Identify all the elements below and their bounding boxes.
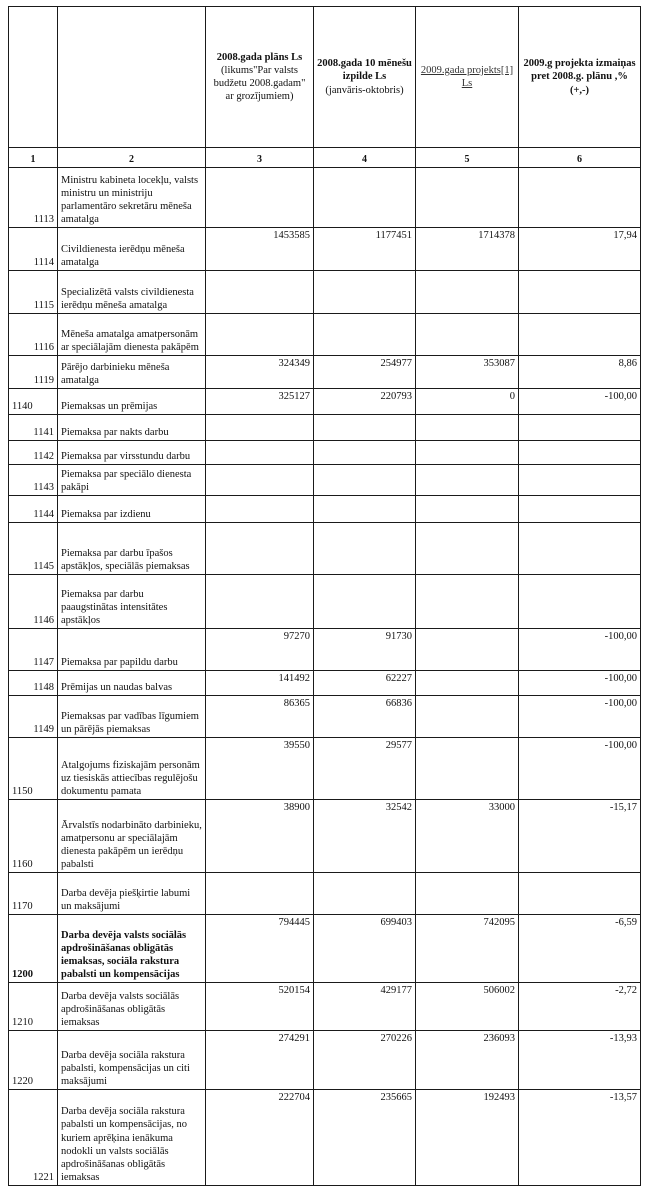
project-2009-value: 33000 (416, 800, 519, 873)
change-pct-value (519, 415, 641, 441)
header-change-pct (519, 7, 641, 148)
plan-2008-value (206, 168, 314, 228)
change-pct-value: -100,00 (519, 389, 641, 415)
row-description: Piemaksa par virsstundu darbu (58, 441, 206, 465)
row-code: 1142 (9, 441, 58, 465)
budget-table (8, 6, 641, 1186)
change-pct-value (519, 496, 641, 523)
project-2009-value (416, 629, 519, 671)
row-description: Piemaksas un prēmijas (58, 389, 206, 415)
change-pct-value: -13,93 (519, 1031, 641, 1090)
row-code: 1149 (9, 696, 58, 738)
execution-2008-value (314, 523, 416, 575)
header-plan-2008-title: 2008.gada plāns Ls (216, 51, 303, 63)
change-pct-value (519, 465, 641, 496)
row-description: Piemaksas par vadības līgumiem un pārējās piemaksas (58, 696, 206, 738)
row-description: Piemaksa par papildu darbu (58, 629, 206, 671)
table-row (9, 671, 641, 696)
project-2009-value: 236093 (416, 1031, 519, 1090)
table-row (9, 314, 641, 356)
project-2009-value (416, 671, 519, 696)
table-row (9, 873, 641, 915)
plan-2008-value: 274291 (206, 1031, 314, 1090)
row-description: Piemaksa par darbu paaugstinātas intensitātes apstākļos (58, 575, 206, 629)
row-description: Darba devēja piešķirtie labumi un maksājumi (58, 873, 206, 915)
plan-2008-value: 520154 (206, 983, 314, 1031)
project-2009-value (416, 168, 519, 228)
budget-table-sheet (8, 6, 641, 1186)
project-2009-value (416, 575, 519, 629)
plan-2008-value (206, 465, 314, 496)
table-row (9, 389, 641, 415)
execution-2008-value: 32542 (314, 800, 416, 873)
execution-2008-value: 29577 (314, 738, 416, 800)
change-pct-value (519, 873, 641, 915)
project-2009-value: 192493 (416, 1090, 519, 1186)
row-description: Prēmijas un naudas balvas (58, 671, 206, 696)
row-code: 1200 (9, 915, 58, 983)
row-description: Piemaksa par speciālo dienesta pakāpi (58, 465, 206, 496)
execution-2008-value: 62227 (314, 671, 416, 696)
table-row (9, 356, 641, 389)
row-description: Specializētā valsts civildienesta ierēdņu mēneša amatalga (58, 271, 206, 314)
execution-2008-value: 235665 (314, 1090, 416, 1186)
row-description: Piemaksa par izdienu (58, 496, 206, 523)
column-number: 3 (206, 148, 314, 168)
execution-2008-value (314, 873, 416, 915)
row-description: Piemaksa par nakts darbu (58, 415, 206, 441)
header-col2 (58, 7, 206, 148)
execution-2008-value (314, 415, 416, 441)
row-code: 1145 (9, 523, 58, 575)
row-description: Ārvalstīs nodarbināto darbinieku, amatpersonu ar speciālajām dienesta pakāpēm un ierēdņu pabalsti (58, 800, 206, 873)
row-description: Darba devēja sociāla rakstura pabalsti un kompensācijas, no kuriem aprēķina ienākuma nodokli un valsts sociālās apdrošināšanas obligātās iemaksas (58, 1090, 206, 1186)
column-number: 1 (9, 148, 58, 168)
change-pct-value: -100,00 (519, 671, 641, 696)
plan-2008-value: 794445 (206, 915, 314, 983)
plan-2008-value: 222704 (206, 1090, 314, 1186)
row-code: 1150 (9, 738, 58, 800)
table-row (9, 983, 641, 1031)
column-number: 2 (58, 148, 206, 168)
row-code: 1140 (9, 389, 58, 415)
column-number: 4 (314, 148, 416, 168)
row-code: 1160 (9, 800, 58, 873)
row-description: Civildienesta ierēdņu mēneša amatalga (58, 228, 206, 271)
row-code: 1113 (9, 168, 58, 228)
row-code: 1119 (9, 356, 58, 389)
table-row (9, 738, 641, 800)
project-2009-value: 742095 (416, 915, 519, 983)
plan-2008-value: 86365 (206, 696, 314, 738)
plan-2008-value (206, 441, 314, 465)
row-description: Atalgojums fiziskajām personām uz tiesiskās attiecības regulējošu dokumentu pamata (58, 738, 206, 800)
change-pct-value (519, 314, 641, 356)
change-pct-value (519, 575, 641, 629)
row-code: 1147 (9, 629, 58, 671)
header-change-pct-title: 2009.g projekta izmaiņas pret 2008.g. plānu ,% (+,-) (523, 58, 636, 96)
change-pct-value (519, 168, 641, 228)
row-description: Darba devēja valsts sociālās apdrošināšanas obligātās iemaksas (58, 983, 206, 1031)
change-pct-value: -100,00 (519, 629, 641, 671)
table-row (9, 1090, 641, 1186)
change-pct-value: 17,94 (519, 228, 641, 271)
project-2009-value (416, 873, 519, 915)
plan-2008-value: 324349 (206, 356, 314, 389)
execution-2008-value: 66836 (314, 696, 416, 738)
row-code: 1115 (9, 271, 58, 314)
change-pct-value (519, 523, 641, 575)
row-code: 1143 (9, 465, 58, 496)
execution-2008-value: 220793 (314, 389, 416, 415)
execution-2008-value: 429177 (314, 983, 416, 1031)
project-2009-value: 0 (416, 389, 519, 415)
column-number: 6 (519, 148, 641, 168)
project-2009-value: 353087 (416, 356, 519, 389)
table-row (9, 575, 641, 629)
project-2009-value (416, 496, 519, 523)
change-pct-value: -100,00 (519, 738, 641, 800)
plan-2008-value: 141492 (206, 671, 314, 696)
project-2009-value (416, 738, 519, 800)
table-row (9, 800, 641, 873)
header-execution-2008-title: 2008.gada 10 mēnešu izpilde Ls (317, 58, 412, 83)
row-code: 1148 (9, 671, 58, 696)
row-code: 1146 (9, 575, 58, 629)
execution-2008-value (314, 465, 416, 496)
change-pct-value: -13,57 (519, 1090, 641, 1186)
plan-2008-value: 325127 (206, 389, 314, 415)
execution-2008-value: 699403 (314, 915, 416, 983)
plan-2008-value (206, 415, 314, 441)
execution-2008-value (314, 168, 416, 228)
plan-2008-value (206, 873, 314, 915)
row-code: 1116 (9, 314, 58, 356)
header-col1 (9, 7, 58, 148)
project-2009-value (416, 441, 519, 465)
table-row (9, 523, 641, 575)
row-code: 1220 (9, 1031, 58, 1090)
table-row (9, 696, 641, 738)
execution-2008-value: 91730 (314, 629, 416, 671)
project-2009-value (416, 271, 519, 314)
change-pct-value: -15,17 (519, 800, 641, 873)
table-row (9, 1031, 641, 1090)
project-2009-value (416, 314, 519, 356)
row-code: 1144 (9, 496, 58, 523)
plan-2008-value (206, 575, 314, 629)
row-description: Piemaksa par darbu īpašos apstākļos, speciālās piemaksas (58, 523, 206, 575)
change-pct-value: 8,86 (519, 356, 641, 389)
change-pct-value: -6,59 (519, 915, 641, 983)
header-row (9, 7, 641, 148)
header-project-2009[interactable] (416, 7, 519, 148)
project-2009-value (416, 415, 519, 441)
execution-2008-value (314, 575, 416, 629)
plan-2008-value: 97270 (206, 629, 314, 671)
execution-2008-value (314, 271, 416, 314)
execution-2008-value: 1177451 (314, 228, 416, 271)
header-project-2009-title[interactable]: 2009.gada projekts[1] Ls (420, 64, 514, 89)
header-execution-2008 (314, 7, 416, 148)
row-code: 1210 (9, 983, 58, 1031)
change-pct-value: -2,72 (519, 983, 641, 1031)
execution-2008-value: 254977 (314, 356, 416, 389)
row-code: 1114 (9, 228, 58, 271)
column-number-row (9, 148, 641, 168)
table-row (9, 228, 641, 271)
plan-2008-value: 38900 (206, 800, 314, 873)
row-description: Darba devēja sociāla rakstura pabalsti, kompensācijas un citi maksājumi (58, 1031, 206, 1090)
execution-2008-value: 270226 (314, 1031, 416, 1090)
project-2009-value: 1714378 (416, 228, 519, 271)
table-row (9, 415, 641, 441)
row-description: Mēneša amatalga amatpersonām ar speciālajām dienesta pakāpēm (58, 314, 206, 356)
table-row (9, 496, 641, 523)
row-code: 1141 (9, 415, 58, 441)
row-code: 1221 (9, 1090, 58, 1186)
table-row (9, 441, 641, 465)
column-number: 5 (416, 148, 519, 168)
table-row (9, 915, 641, 983)
plan-2008-value (206, 314, 314, 356)
project-2009-value: 506002 (416, 983, 519, 1031)
change-pct-value (519, 441, 641, 465)
execution-2008-value (314, 496, 416, 523)
plan-2008-value: 39550 (206, 738, 314, 800)
plan-2008-value (206, 496, 314, 523)
plan-2008-value (206, 523, 314, 575)
change-pct-value (519, 271, 641, 314)
plan-2008-value (206, 271, 314, 314)
change-pct-value: -100,00 (519, 696, 641, 738)
project-2009-value (416, 523, 519, 575)
execution-2008-value (314, 441, 416, 465)
execution-2008-value (314, 314, 416, 356)
table-row (9, 629, 641, 671)
plan-2008-value: 1453585 (206, 228, 314, 271)
project-2009-value (416, 465, 519, 496)
table-row (9, 465, 641, 496)
table-row (9, 168, 641, 228)
header-execution-2008-sub: (janvāris-oktobris) (325, 84, 404, 96)
header-plan-2008-sub: (likums"Par valsts budžetu 2008.gadam" ar grozījumiem) (213, 64, 306, 103)
table-row (9, 271, 641, 314)
row-description: Ministru kabineta locekļu, valsts ministru un ministriju parlamentāro sekretāru mēneša amatalga (58, 168, 206, 228)
row-code: 1170 (9, 873, 58, 915)
header-plan-2008 (206, 7, 314, 148)
project-2009-value (416, 696, 519, 738)
row-description: Pārējo darbinieku mēneša amatalga (58, 356, 206, 389)
row-description: Darba devēja valsts sociālās apdrošināšanas obligātās iemaksas, sociāla rakstura pabalsti un kompensācijas (58, 915, 206, 983)
